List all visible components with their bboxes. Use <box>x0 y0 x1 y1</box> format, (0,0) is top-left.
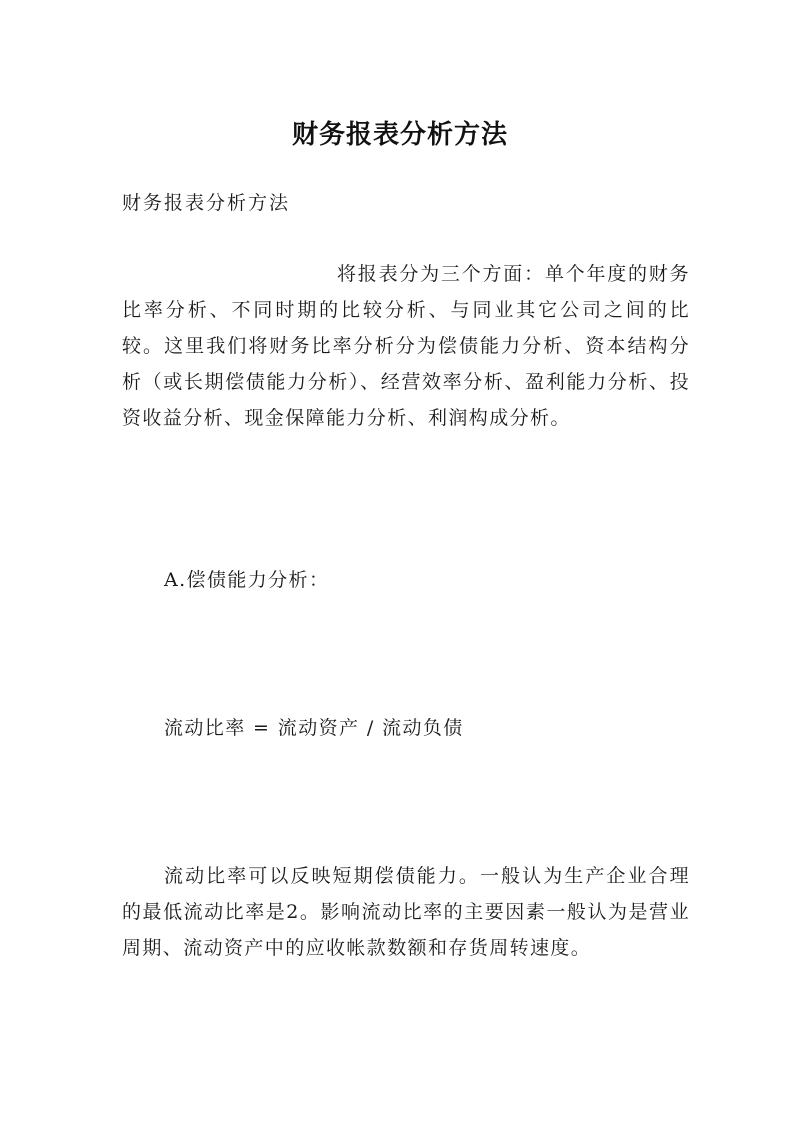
document-subtitle: 财务报表分析方法 <box>122 192 291 214</box>
page-title: 财务报表分析方法 <box>291 120 508 151</box>
current-ratio-formula: 流动比率 = 流动资产 / 流动负债 <box>164 717 464 739</box>
current-ratio-explanation: 流动比率可以反映短期偿债能力。一般认为生产企业合理的最低流动比率是2。影响流动比率的主要因素一般认为是营业周期、流动资产中的应收帐款数额和存货周转速度。 <box>122 865 690 959</box>
section-heading-solvency: A.偿债能力分析： <box>164 569 330 591</box>
intro-paragraph: 将报表分为三个方面：单个年度的财务比率分析、不同时期的比较分析、与同业其它公司之间的比较。这里我们将财务比率分析分为偿债能力分析、资本结构分析（或长期偿债能力分析）、经营效率分析、盈利能力分析、投资收益分析、现金保障能力分析、利润构成分析。 <box>122 263 690 429</box>
